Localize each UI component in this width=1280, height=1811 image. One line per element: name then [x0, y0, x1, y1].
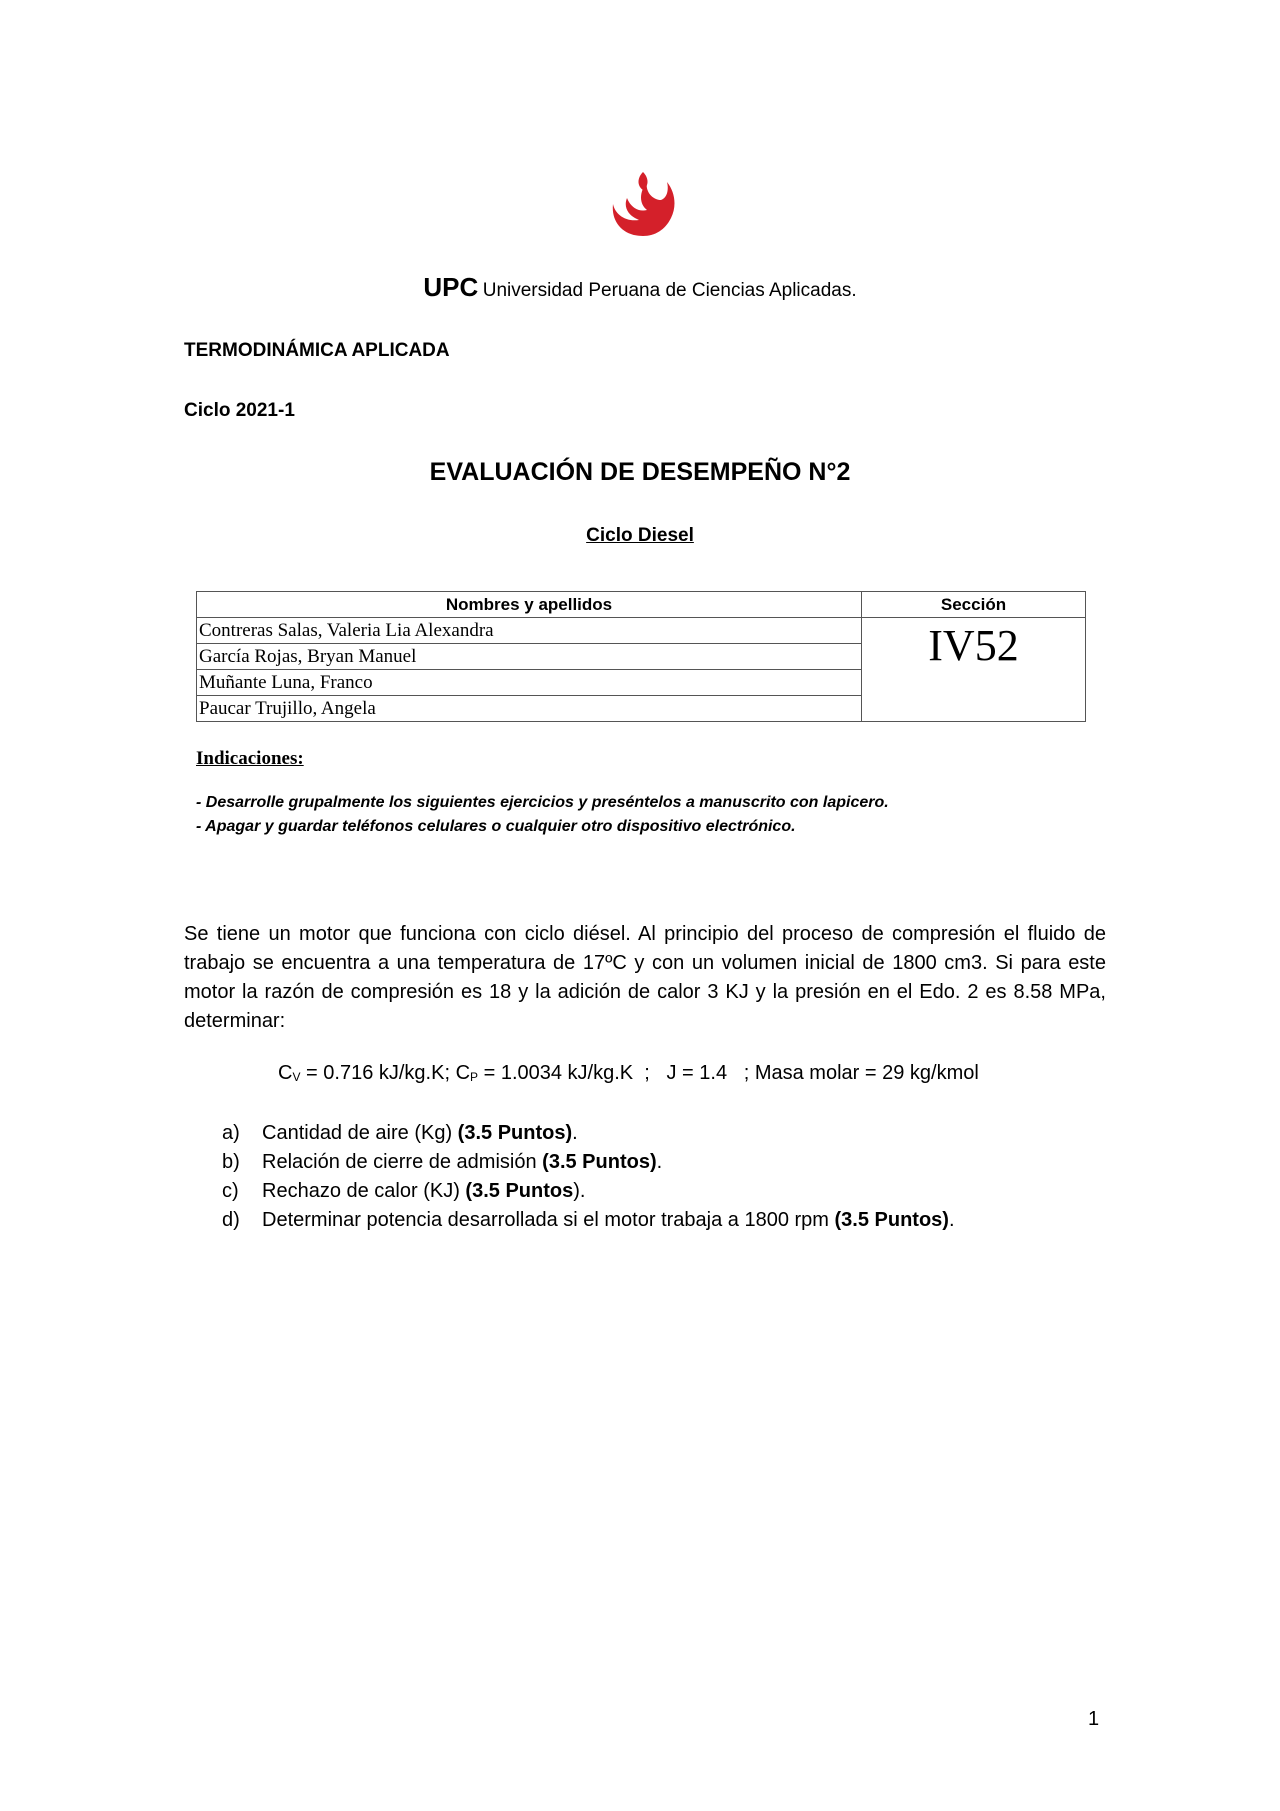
problem-statement: Se tiene un motor que funciona con ciclo diésel. Al principio del proceso de compresión el fluido de trabajo se encuentra a una temperatura de 17ºC y con un volumen inicial de 1800 cm3. Si para este motor la razón de compresión es 18 y la adición de calor 3 KJ y la presión en el Edo. 2 es 8.58 MPa, determinar: — [184, 923, 1106, 1032]
question-points: (3.5 Puntos) — [457, 1122, 573, 1144]
student-roster-table — [196, 591, 1086, 722]
table-header-row — [197, 592, 1086, 618]
student-name: Contreras Salas, Valeria Lia Alexandra — [197, 618, 862, 644]
university-name: Universidad Peruana de Ciencias Aplicadas. — [482, 280, 857, 301]
cv-value: = 0.716 kJ/kg.K; — [300, 1062, 456, 1084]
question-tail: ). — [573, 1180, 586, 1202]
section-column-header: Sección — [862, 592, 1086, 618]
list-item — [222, 1151, 955, 1180]
given-constants — [278, 1062, 979, 1085]
cp-subscript: P — [470, 1070, 479, 1084]
question-points: (3.5 Puntos) — [542, 1151, 657, 1173]
question-tail: . — [656, 1151, 663, 1173]
question-letter: c) — [222, 1180, 239, 1202]
question-letter: d) — [222, 1209, 240, 1231]
question-text: Determinar potencia desarrollada si el motor trabaja a 1800 rpm — [262, 1209, 835, 1231]
evaluation-title: EVALUACIÓN DE DESEMPEÑO N°2 — [429, 458, 851, 486]
list-item — [222, 1209, 955, 1238]
university-line — [0, 272, 1280, 303]
question-points: (3.5 Puntos) — [834, 1209, 949, 1231]
question-tail: . — [572, 1122, 578, 1144]
question-letter: b) — [222, 1151, 240, 1173]
question-tail: . — [948, 1209, 955, 1231]
cv-subscript: V — [292, 1070, 301, 1084]
instruction-item: - Apagar y guardar teléfonos celulares o cualquier otro dispositivo electrónico. — [196, 818, 796, 835]
question-list — [222, 1122, 955, 1238]
list-item — [222, 1180, 955, 1209]
question-text: Rechazo de calor (KJ) — [262, 1180, 466, 1202]
list-item — [222, 1122, 955, 1151]
table-row — [197, 618, 1086, 644]
page-number: 1 — [1088, 1708, 1100, 1730]
cycle-label: Ciclo 2021-1 — [184, 400, 295, 421]
cv-symbol: C — [278, 1062, 293, 1084]
question-letter: a) — [222, 1122, 240, 1144]
indications-heading: Indicaciones: — [196, 748, 304, 769]
question-text: Relación de cierre de admisión — [262, 1151, 543, 1173]
cp-value-and-rest: = 1.0034 kJ/kg.K ; J = 1.4 ; Masa molar = 29 kg/kmol — [478, 1062, 979, 1084]
cp-symbol: C — [455, 1062, 471, 1084]
upc-flame-logo-icon — [609, 170, 677, 238]
names-column-header: Nombres y apellidos — [197, 592, 862, 618]
course-name: TERMODINÁMICA APLICADA — [184, 340, 450, 361]
instruction-item: - Desarrolle grupalmente los siguientes ejercicios y preséntelos a manuscrito con lapicero. — [196, 794, 889, 811]
evaluation-subtitle: Ciclo Diesel — [586, 525, 694, 546]
question-points: (3.5 Puntos — [465, 1180, 574, 1202]
university-abbr: UPC — [423, 272, 479, 302]
question-text: Cantidad de aire (Kg) — [262, 1122, 458, 1144]
student-name: Paucar Trujillo, Angela — [197, 696, 862, 722]
section-code: IV52 — [862, 618, 1086, 722]
student-name: García Rojas, Bryan Manuel — [197, 644, 862, 670]
student-name: Muñante Luna, Franco — [197, 670, 862, 696]
